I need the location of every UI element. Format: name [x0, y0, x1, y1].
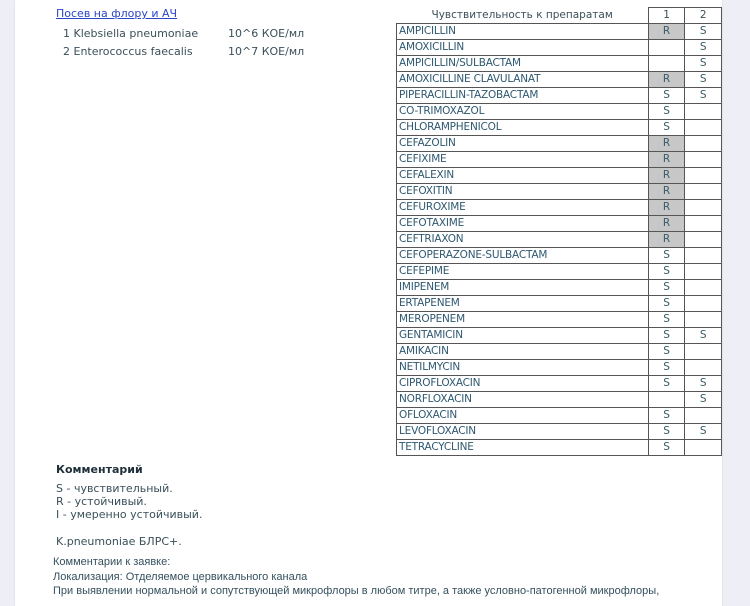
sensitivity-row	[397, 40, 722, 56]
request-comments-title: Комментарии к заявке:	[53, 556, 171, 568]
sensitivity-value-col-2	[685, 184, 722, 200]
sensitivity-value-col-2	[685, 360, 722, 376]
sensitivity-row	[397, 328, 722, 344]
drug-name: LEVOFLOXACIN	[397, 424, 649, 440]
sensitivity-value-col-1: S	[648, 408, 685, 424]
sensitivity-value-col-1: R	[648, 216, 685, 232]
sensitivity-value-col-2: S	[685, 40, 722, 56]
sensitivity-table-title: Чувствительность к препаратам	[431, 8, 613, 21]
drug-name: CEFUROXIME	[397, 200, 649, 216]
drug-name: OFLOXACIN	[397, 408, 649, 424]
drug-name: MEROPENEM	[397, 312, 649, 328]
column-header-2: 2	[685, 8, 722, 24]
drug-name: AMIKACIN	[397, 344, 649, 360]
drug-name: CEFEPIME	[397, 264, 649, 280]
sensitivity-row	[397, 360, 722, 376]
sensitivity-row	[397, 296, 722, 312]
sensitivity-row	[397, 280, 722, 296]
sensitivity-value-col-1: R	[648, 24, 685, 40]
legend-intermediate: I - умеренно устойчивый.	[56, 508, 203, 521]
sensitivity-value-col-2	[685, 120, 722, 136]
sensitivity-row	[397, 88, 722, 104]
sensitivity-value-col-2: S	[685, 392, 722, 408]
drug-name: CEFAZOLIN	[397, 136, 649, 152]
sensitivity-row	[397, 248, 722, 264]
drug-name: CEFALEXIN	[397, 168, 649, 184]
organism-titer: 10^7 КОЕ/мл	[228, 45, 305, 58]
drug-name: CO-TRIMOXAZOL	[397, 104, 649, 120]
sensitivity-row	[397, 24, 722, 40]
sensitivity-value-col-1: R	[648, 136, 685, 152]
sensitivity-value-col-2	[685, 408, 722, 424]
sensitivity-value-col-2: S	[685, 328, 722, 344]
drug-name: PIPERACILLIN-TAZOBACTAM	[397, 88, 649, 104]
sensitivity-value-col-2	[685, 232, 722, 248]
sensitivity-row	[397, 152, 722, 168]
organism-name: 2 Enterococcus faecalis	[63, 45, 193, 58]
sensitivity-row	[397, 56, 722, 72]
drug-name: CIPROFLOXACIN	[397, 376, 649, 392]
legend-sensitive: S - чувствительный.	[56, 482, 173, 495]
sensitivity-row	[397, 72, 722, 88]
sensitivity-value-col-2	[685, 296, 722, 312]
sensitivity-value-col-1: S	[648, 360, 685, 376]
sensitivity-value-col-2	[685, 168, 722, 184]
drug-name: NETILMYCIN	[397, 360, 649, 376]
sensitivity-value-col-1: S	[648, 440, 685, 456]
sensitivity-value-col-2	[685, 264, 722, 280]
drug-name: CEFIXIME	[397, 152, 649, 168]
organism-titer: 10^6 КОЕ/мл	[228, 27, 305, 40]
drug-name: AMPICILLIN/SULBACTAM	[397, 56, 649, 72]
sensitivity-row	[397, 408, 722, 424]
sensitivity-value-col-2	[685, 440, 722, 456]
drug-name: CEFOXITIN	[397, 184, 649, 200]
drug-name: IMIPENEM	[397, 280, 649, 296]
sensitivity-value-col-1	[648, 40, 685, 56]
sensitivity-value-col-1: S	[648, 280, 685, 296]
sensitivity-value-col-1: R	[648, 72, 685, 88]
sensitivity-row	[397, 232, 722, 248]
sensitivity-value-col-2: S	[685, 376, 722, 392]
sensitivity-value-col-2: S	[685, 56, 722, 72]
sensitivity-value-col-2	[685, 248, 722, 264]
sensitivity-row	[397, 168, 722, 184]
sensitivity-value-col-2: S	[685, 72, 722, 88]
sensitivity-value-col-2	[685, 104, 722, 120]
sensitivity-row	[397, 440, 722, 456]
report-page	[15, 0, 722, 606]
legend-resistant: R - устойчивый.	[56, 495, 147, 508]
sensitivity-value-col-1: S	[648, 328, 685, 344]
drug-name: AMPICILLIN	[397, 24, 649, 40]
sensitivity-value-col-1: S	[648, 424, 685, 440]
sensitivity-value-col-1: S	[648, 264, 685, 280]
sensitivity-value-col-1: R	[648, 232, 685, 248]
sensitivity-row	[397, 104, 722, 120]
sensitivity-table-body	[397, 24, 722, 456]
drug-name: ERTAPENEM	[397, 296, 649, 312]
drug-name: CEFOPERAZONE-SULBACTAM	[397, 248, 649, 264]
sensitivity-value-col-1: S	[648, 88, 685, 104]
drug-name: CEFTRIAXON	[397, 232, 649, 248]
sensitivity-value-col-1	[648, 392, 685, 408]
sensitivity-row	[397, 376, 722, 392]
sensitivity-value-col-1: S	[648, 296, 685, 312]
drug-name: TETRACYCLINE	[397, 440, 649, 456]
sensitivity-value-col-1: S	[648, 104, 685, 120]
sensitivity-value-col-2	[685, 312, 722, 328]
sensitivity-value-col-2	[685, 344, 722, 360]
sensitivity-table	[396, 7, 722, 456]
comment-title: Комментарий	[56, 463, 143, 476]
culture-test-link[interactable]: Посев на флору и АЧ	[56, 7, 178, 20]
esbl-note: K.pneumoniae БЛРС+.	[56, 535, 182, 548]
sensitivity-row	[397, 120, 722, 136]
sensitivity-value-col-2	[685, 136, 722, 152]
drug-name: GENTAMICIN	[397, 328, 649, 344]
drug-name: CEFOTAXIME	[397, 216, 649, 232]
sensitivity-row	[397, 216, 722, 232]
sensitivity-value-col-1: R	[648, 168, 685, 184]
sensitivity-row	[397, 136, 722, 152]
sensitivity-value-col-2	[685, 152, 722, 168]
sensitivity-value-col-2: S	[685, 424, 722, 440]
organism-name: 1 Klebsiella pneumoniae	[63, 27, 199, 40]
sensitivity-row	[397, 200, 722, 216]
drug-name: CHLORAMPHENICOL	[397, 120, 649, 136]
sensitivity-row	[397, 312, 722, 328]
drug-name: NORFLOXACIN	[397, 392, 649, 408]
request-comment-text: При выявлении нормальной и сопутствующей микрофлоры в любом титре, а также условно-патогенной микрофлоры,	[53, 585, 660, 597]
sensitivity-value-col-2	[685, 200, 722, 216]
sensitivity-value-col-1: S	[648, 344, 685, 360]
sensitivity-value-col-1: S	[648, 248, 685, 264]
sensitivity-value-col-1	[648, 56, 685, 72]
sensitivity-row	[397, 344, 722, 360]
sensitivity-row	[397, 424, 722, 440]
column-header-1: 1	[648, 8, 685, 24]
sensitivity-value-col-2	[685, 280, 722, 296]
sensitivity-value-col-1: R	[648, 200, 685, 216]
sensitivity-value-col-1: S	[648, 376, 685, 392]
drug-name: AMOXICILLIN	[397, 40, 649, 56]
sensitivity-row	[397, 392, 722, 408]
sensitivity-value-col-1: R	[648, 152, 685, 168]
request-localization: Локализация: Отделяемое цервикального канала	[53, 571, 308, 583]
sensitivity-value-col-2: S	[685, 88, 722, 104]
sensitivity-value-col-1: S	[648, 312, 685, 328]
sensitivity-row	[397, 264, 722, 280]
sensitivity-value-col-2: S	[685, 24, 722, 40]
sensitivity-row	[397, 184, 722, 200]
drug-name: AMOXICILLINE CLAVULANAT	[397, 72, 649, 88]
sensitivity-table-header	[397, 8, 722, 24]
sensitivity-value-col-1: S	[648, 120, 685, 136]
sensitivity-value-col-2	[685, 216, 722, 232]
sensitivity-value-col-1: R	[648, 184, 685, 200]
